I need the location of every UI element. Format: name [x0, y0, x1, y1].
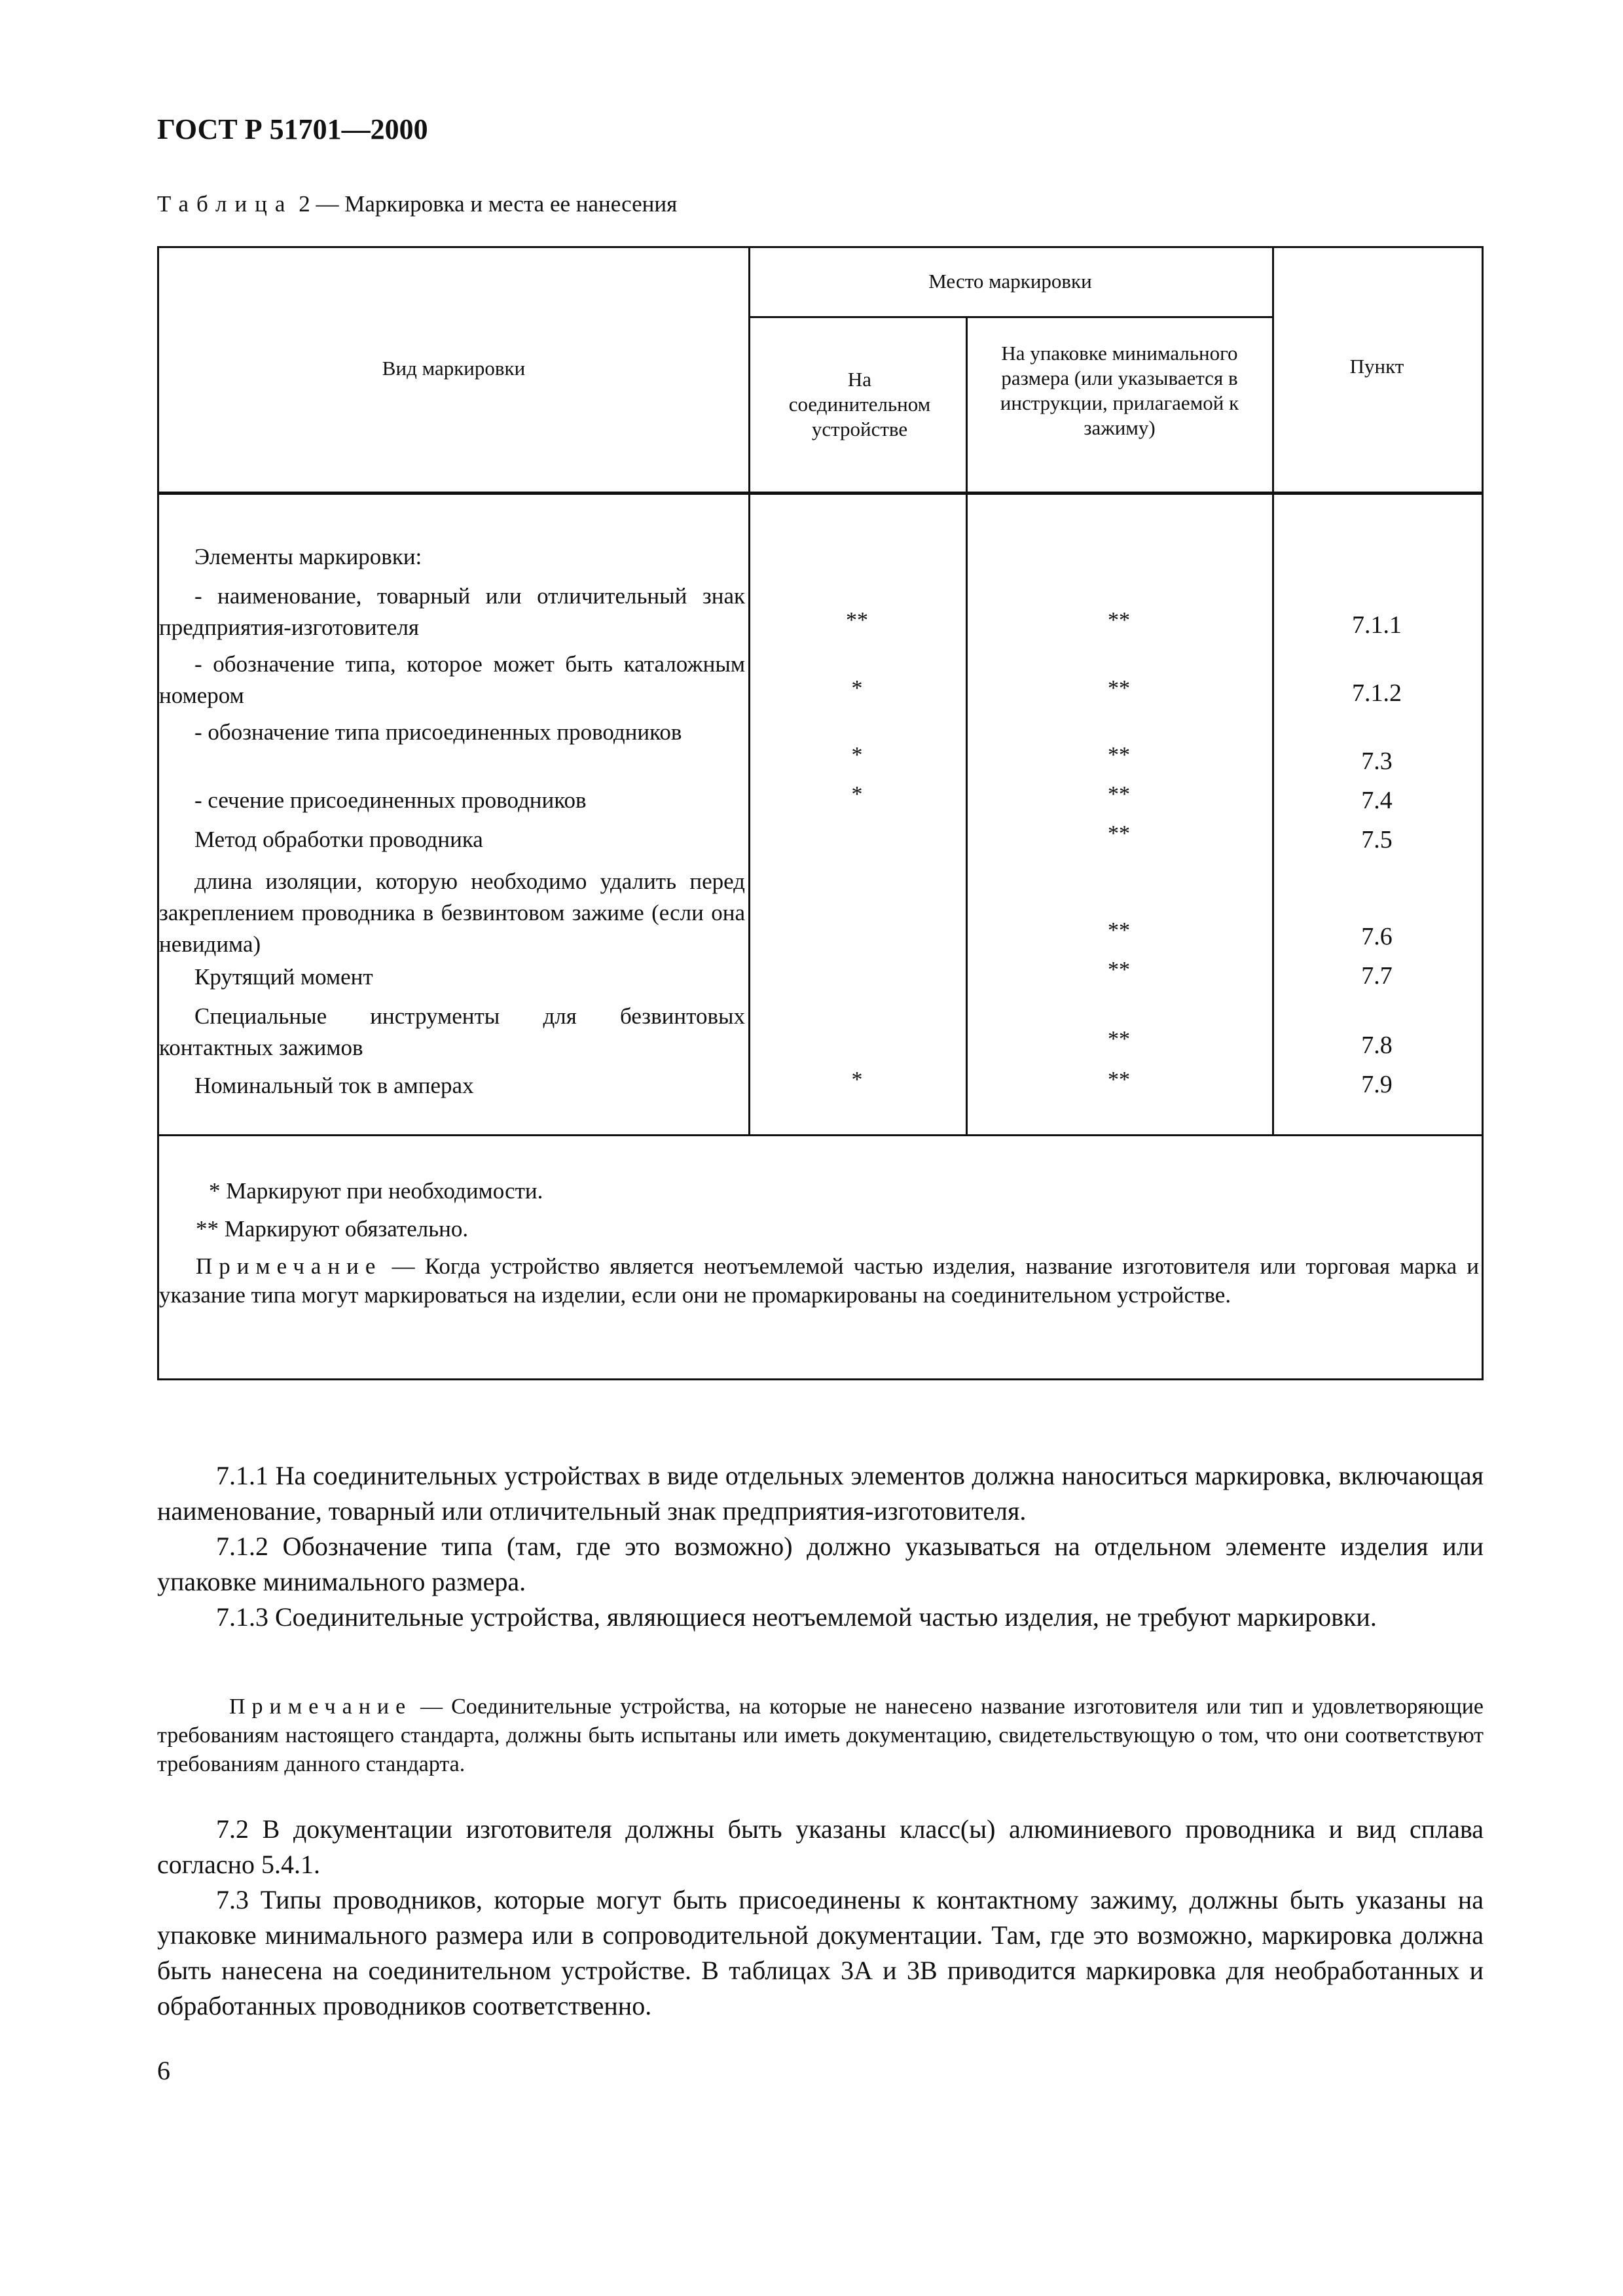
marking-table	[157, 246, 1484, 1380]
paragraph-7-2: 7.2 В документации изготовителя должны быть указаны класс(ы) алюминиевого проводника и вид сплава согласно 5.4.1.	[157, 1814, 1484, 1879]
table-row-text: Специальные инструменты для безвинтовых контактных зажимов	[159, 1003, 745, 1060]
table-caption	[157, 191, 677, 217]
paragraph-7-1-1: 7.1.1 На соединительных устройствах в виде отдельных элементов должна наноситься маркировка, включающая наименование, товарный или отличительный знак предприятия-изготовителя.	[157, 1461, 1484, 1526]
table-hline-place	[748, 316, 1274, 318]
table-row-text: - обозначение типа, которое может быть каталожным номером	[159, 651, 745, 708]
table-row-text: длина изоляции, которую необходимо удалить перед закреплением проводника в безвинтовом зажиме (если она невидима)	[159, 869, 745, 957]
header-place: Место маркировки	[928, 270, 1092, 293]
table-vline-2	[966, 317, 968, 1134]
table-note	[159, 1252, 1479, 1310]
mark-device: **	[846, 608, 868, 632]
mark-package: **	[1108, 1027, 1130, 1051]
mark-package: **	[1108, 743, 1130, 767]
table-row-text: Элементы маркировки:	[194, 544, 422, 569]
clause-number: 7.9	[1361, 1071, 1393, 1098]
note-paragraph	[157, 1693, 1484, 1779]
table-hline-notes-top	[159, 1134, 1482, 1136]
clause-number: 7.8	[1361, 1031, 1393, 1059]
clause-number: 7.4	[1361, 787, 1393, 814]
mark-device: *	[851, 743, 863, 767]
table-hline-header-bottom	[159, 492, 1482, 495]
header-on-package: На упаковке минимального размера (или указывается в инструкции, прилагаемой к зажиму)	[1000, 342, 1239, 439]
mark-package: **	[1108, 821, 1130, 846]
mark-package: **	[1108, 918, 1130, 942]
table-caption-word: Таблица	[157, 191, 293, 217]
footnote-mandatory: ** Маркируют обязательно.	[196, 1216, 469, 1242]
header-on-device: На соединительном устройстве	[788, 368, 931, 440]
table-row-text: - сечение присоединенных проводников	[194, 787, 587, 813]
header-type: Вид маркировки	[382, 357, 526, 380]
table-note-text: — Когда устройство является неотъемлемой частью изделия, название изготовителя или торговая марка и указание типа могут маркироваться на изделии, если они не промаркированы на соединительном устройстве.	[159, 1253, 1479, 1308]
table-row-text: Крутящий момент	[194, 964, 373, 990]
note-word: Примечание	[229, 1695, 412, 1719]
clause-number: 7.5	[1361, 826, 1393, 853]
clause-number: 7.7	[1361, 962, 1393, 990]
clause-number: 7.1.1	[1352, 611, 1402, 639]
mark-device: *	[851, 782, 863, 806]
table-caption-title: 2 — Маркировка и места ее нанесения	[293, 191, 678, 217]
page-number: 6	[157, 2056, 170, 2085]
mark-package: **	[1108, 782, 1130, 806]
clause-number: 7.6	[1361, 923, 1393, 950]
header-clause: Пункт	[1349, 355, 1404, 378]
clause-number: 7.3	[1361, 747, 1393, 775]
footnote-optional: * Маркируют при необходимости.	[209, 1178, 543, 1204]
mark-package: **	[1108, 1067, 1130, 1092]
document-id: ГОСТ Р 51701—2000	[157, 113, 428, 145]
note-text: — Соединительные устройства, на которые не нанесено название изготовителя или тип и удовлетворяющие требованиям настоящего стандарта, должны быть испытаны или иметь документацию, свидетельствующую о том, что они соответствуют требованиям данного стандарта.	[157, 1695, 1484, 1776]
table-row-text: Номинальный ток в амперах	[194, 1073, 474, 1098]
table-row-text: Метод обработки проводника	[194, 827, 483, 852]
mark-device: *	[851, 1067, 863, 1092]
table-row-text: - наименование, товарный или отличительный знак предприятия-изготовителя	[159, 583, 745, 640]
mark-device: *	[851, 676, 863, 700]
clause-number: 7.1.2	[1352, 679, 1402, 707]
paragraph-7-1-2: 7.1.2 Обозначение типа (там, где это возможно) должно указываться на отдельном элементе изделия или упаковке минимального размера.	[157, 1532, 1484, 1596]
mark-package: **	[1108, 958, 1130, 982]
table-row-text: - обозначение типа присоединенных проводников	[194, 719, 682, 745]
table-note-word: Примечание	[196, 1253, 382, 1279]
mark-package: **	[1108, 676, 1130, 700]
paragraph-7-3: 7.3 Типы проводников, которые могут быть присоединены к контактному зажиму, должны быть указаны на упаковке минимального размера или в сопроводительной документации. Там, где это возможно, маркировка должна быть нанесена на соединительном устройстве. В таблицах 3А и 3В приводится маркировка для необработанных и обработанных проводников соответственно.	[157, 1885, 1484, 2020]
mark-package: **	[1108, 608, 1130, 632]
paragraph-7-1-3: 7.1.3 Соединительные устройства, являющиеся неотъемлемой частью изделия, не требуют маркировки.	[216, 1602, 1377, 1632]
